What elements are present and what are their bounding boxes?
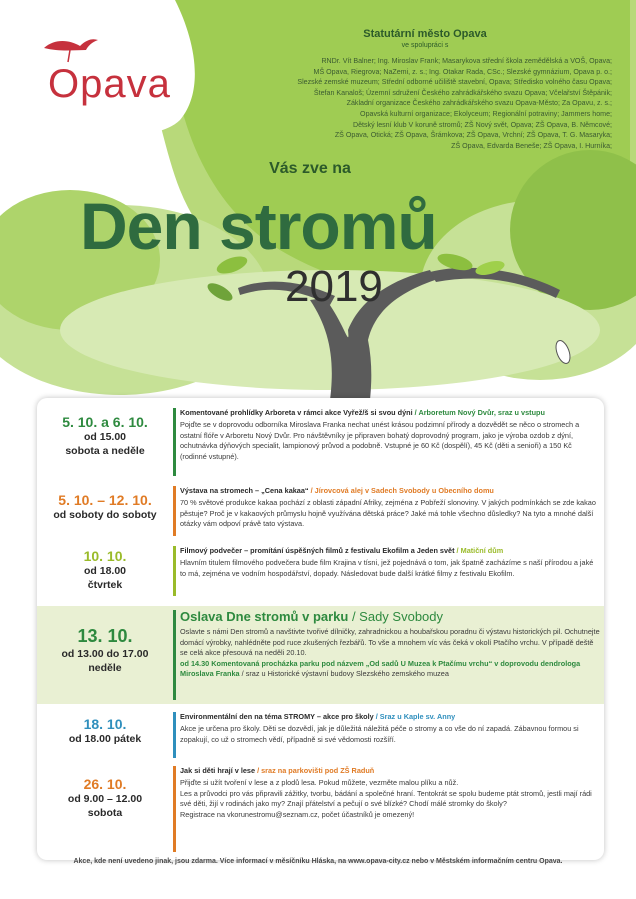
event-day: neděle	[88, 662, 122, 674]
event-time: od soboty do soboty	[53, 509, 157, 521]
city-name: Statutární město Opava	[363, 28, 487, 40]
event-date: 18. 10.	[83, 716, 127, 732]
year: 2019	[285, 262, 383, 311]
event-location: / Sraz u Kaple sv. Anny	[373, 712, 456, 721]
partners-line: Dětský lesní klub V koruně stromů; ZŠ Nový svět, Opava; ZŠ Opava, B. Němcové;	[352, 120, 612, 129]
event-4	[37, 606, 604, 704]
event-heading: Environmentální den na téma STROMY – akce pro školy	[180, 712, 374, 721]
logo-text: Opava	[48, 62, 171, 106]
event-text-3: Registrace na vkorunestromu@seznam.cz, počet účastníků je omezený!	[180, 809, 415, 819]
event-description	[180, 712, 600, 745]
event-location: / Matiční dům	[454, 546, 504, 555]
footer-note: Akce, kde není uvedeno jinak, jsou zdarma. Více informací v měsíčníku Hláska, na www.opava-city.cz nebo v Městském informačním centru Opava.	[73, 858, 563, 865]
event-heading: Jak si děti hrají v lese	[180, 766, 256, 775]
event-description	[180, 486, 600, 530]
event-time: od 9.00 – 12.00	[67, 793, 143, 805]
partners-line: Opavská kulturní organizace; Ekolyceum; Regionální potraviny; Jammers home;	[360, 109, 612, 118]
event-time: od 18.00 pátek	[68, 733, 142, 745]
event-divider	[173, 766, 176, 852]
event-extra	[180, 659, 600, 680]
partners-line: ZŠ Opava, Edvarda Beneše; ZŠ Opava, I. Hurníka;	[451, 141, 612, 150]
event-extra-location: / sraz u Historické výstavní budovy Slezského zemského muzea	[239, 669, 449, 679]
event-1	[37, 406, 604, 480]
event-day: sobota	[87, 807, 123, 819]
event-divider	[173, 712, 176, 758]
event-date-block	[37, 492, 173, 522]
partners-line: Základní organizace Českého zahrádkářského svazu Opava-Město; Za Opavu, z. s.;	[346, 99, 612, 108]
event-heading: Výstava na stromech – „Cena kakaa“	[180, 486, 309, 495]
cooperation-label: ve spolupráci s	[401, 42, 449, 49]
partners-line: RNDr. Vít Balner; Ing. Miroslav Frank; Masarykova střední škola zemědělská a VOŠ, Opava;	[321, 57, 612, 65]
partners-line: ZŠ Opava, Otická; ZŠ Opava, Šrámkova; ZŠ Opava, Vrchní; ZŠ Opava, T. G. Masaryka;	[334, 131, 612, 140]
event-6	[37, 764, 604, 856]
event-divider	[173, 610, 176, 700]
event-time: od 13.00 do 17.00	[61, 648, 149, 660]
event-date-block	[37, 716, 173, 746]
event-time: od 18.00	[83, 565, 127, 577]
event-date-block	[37, 776, 173, 820]
event-description	[180, 766, 600, 820]
header	[240, 28, 610, 49]
event-description	[180, 546, 600, 579]
event-text-2: Les a průvodci pro vás připravili zážitky, tvorbu, bádání a společné hraní. Tentokrát se spolu budeme ptát stromů, jestli mají rádi své děti, žijí v rodinách jako my? Znají přátelství a pečují o své blízké? Chodí málé stromky do školy?	[180, 788, 592, 809]
event-date: 10. 10.	[83, 548, 127, 564]
partners-line: Štefan Kanaloš; Územní sdružení Českého zahrádkářského svazu Opava; Včelařství Štěpánik;	[313, 88, 612, 97]
event-text: Hlavním titulem filmového podvečera bude film Krajina v tísni, jež pojednává o tom, jak špatně zacházíme s naší přírodou a jaké to má, zejména ve vodním hospodářství, dopady. Následovat bude další krátké filmy z festivalu Ekofilm.	[180, 558, 594, 578]
event-text: Přijďte si užít tvoření v lese a z plodů lesa. Pokud můžete, vezměte malou plíku a nůž.	[180, 778, 459, 788]
event-text: Oslavte s námi Den stromů a navštivte tvořivé dílničky, zahradnickou a houbařskou poradnu či výstavu historických pil. Ochutnejte domácí výrobky, nahlédněte pod ruce zkušených řezbářů. To vše a mnohem víc vás čeká v okolí Ptačího vrchu. V případě deště se celá akce přesouvá na neděli 20.10.	[180, 627, 600, 658]
event-heading: Filmový podvečer – promítání úspěšných filmů z festivalu Ekofilm a Jeden svět	[180, 546, 455, 555]
event-heading: Oslava Dne stromů v parku	[180, 609, 349, 624]
event-location: / Jírovcová alej v Sadech Svobody u Obecního domu	[308, 486, 494, 495]
event-location: / Sady Svobody	[348, 609, 444, 624]
invite-text: Vás zve na	[269, 160, 351, 177]
event-date: 5. 10. a 6. 10.	[62, 414, 148, 430]
event-heading: Komentované prohlídky Arboreta v rámci akce Vyřež/š si svou dýni	[180, 408, 413, 417]
partners-list	[232, 56, 612, 151]
event-date: 13. 10.	[77, 626, 133, 646]
event-description	[180, 609, 600, 679]
event-divider	[173, 546, 176, 596]
event-text: 70 % světové produkce kakaa pochází z oblasti západní Afriky, zejména z Pobřeží slonoviny. V jakých podmínkách se zde kakao pěstuje? Proč je v kakaových průmyslu hojně využívána dětská práce? Jaké má tohle všechno důsledky? Na tyto a mnohé další otázky vám odpoví právě tato výstava.	[180, 498, 596, 529]
event-text: Pojďte se v doprovodu odborníka Miroslava Franka nechat unést krásou podzimní přírody a dozvědět se něco o stromech a ostatní flóře v Arboretu Nový Dvůr. Pro návštěvníky je připraven bohatý doprovodný program, jako je výroba ozdob z dýní, ochutnávka dýňových specialit, lampionový průvod a podobně. Vstupné je 60 Kč (dospělí), 45 Kč (děti a senioři) a 150 Kč (rodinné vstupné).	[180, 420, 580, 461]
page-title: Den stromů	[80, 189, 437, 263]
event-5	[37, 710, 604, 762]
partners-line: MŠ Opava, Riegrova; NaZemi, z. s.; Ing. Otakar Rada, CSc.; Slezské gymnázium, Opava p. o.;	[313, 67, 612, 76]
event-location: / sraz na parkovišti pod ZŠ Raduň	[255, 766, 375, 775]
event-3	[37, 544, 604, 600]
event-2	[37, 484, 604, 540]
event-time: od 15.00	[83, 431, 127, 443]
event-location: / Arboretum Nový Dvůr, sraz u vstupu	[412, 408, 545, 417]
event-day: čtvrtek	[87, 579, 123, 591]
event-date: 5. 10. – 12. 10.	[58, 492, 152, 508]
event-date-block	[37, 548, 173, 592]
event-divider	[173, 486, 176, 536]
event-day: sobota a neděle	[65, 445, 145, 457]
event-date: 26. 10.	[83, 776, 127, 792]
event-extra-heading: od 14.30 Komentovaná procházka parku pod názvem „Od sadů U Muzea k Ptačímu vrchu“ v doprovodu dendrologa Miroslava Franka	[180, 658, 581, 679]
partners-line: Slezské zemské muzeum; Střední odborné učiliště stavební, Opava; Středisko volného času Opava;	[297, 78, 612, 87]
event-description	[180, 408, 600, 462]
event-text: Akce je určena pro školy. Děti se dozvědí, jak je důležitá náležitá péče o stromy a co vše do ní zapadá. Zábavnou formou si zopakují, co už o stromech vědí, případně si své vědomosti rozšíří.	[180, 724, 579, 744]
event-date-block	[37, 414, 173, 458]
event-divider	[173, 408, 176, 476]
event-date-block	[37, 626, 173, 675]
